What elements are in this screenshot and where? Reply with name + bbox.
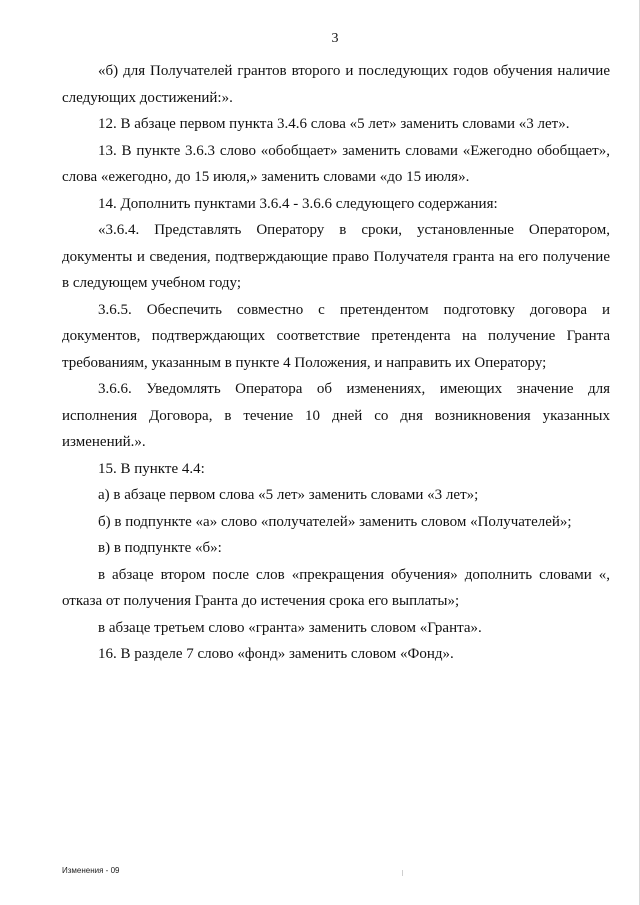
paragraph-6: 3.6.5. Обеспечить совместно с претендентом подготовку договора и документов, подтверждающих соответствие претендента на получение Гранта требованиям, указанным в пункте 4 Положения, и направить их Оператору; (62, 301, 610, 371)
paragraph-11: в) в подпункте «б»: (98, 540, 222, 556)
scan-mark (402, 870, 403, 876)
paragraph-13: в абзаце третьем слово «гранта» заменить словом «Гранта». (98, 619, 482, 636)
document-body (62, 58, 610, 668)
paragraph-9: а) в абзаце первом слова «5 лет» заменить словами «3 лет»; (98, 487, 479, 503)
paragraph-2: 12. В абзаце первом пункта 3.4.6 слова «5 лет» заменить словами «3 лет». (98, 116, 570, 132)
paragraph-4: 14. Дополнить пунктами 3.6.4 - 3.6.6 следующего содержания: (98, 195, 498, 212)
paragraph-3: 13. В пункте 3.6.3 слово «обобщает» заменить словами «Ежегодно обобщает», слова «ежегодно, до 15 июля,» заменить словами «до 15 июля». (62, 142, 610, 185)
paragraph-12: в абзаце втором после слов «прекращения обучения» дополнить словами «, отказа от получения Гранта до истечения срока его выплаты»; (62, 566, 610, 609)
paragraph-14: 16. В разделе 7 слово «фонд» заменить словом «Фонд». (98, 646, 454, 662)
paragraph-1: «б) для Получателей грантов второго и последующих годов обучения наличие следующих достижений:». (62, 63, 610, 106)
paragraph-7: 3.6.6. Уведомлять Оператора об изменениях, имеющих значение для исполнения Договора, в течение 10 дней со дня возникновения указанных изменений.». (62, 381, 610, 450)
paragraph-8: 15. В пункте 4.4: (98, 460, 205, 477)
footer-label: Изменения - 09 (62, 866, 120, 875)
page-number: 3 (331, 31, 339, 46)
paragraph-5: «3.6.4. Представлять Оператору в сроки, установленные Оператором, документы и сведения, подтверждающие право Получателя гранта на его получение в следующем учебном году; (62, 222, 610, 291)
paragraph-10: б) в подпункте «а» слово «получателей» заменить словом «Получателей»; (98, 513, 572, 530)
